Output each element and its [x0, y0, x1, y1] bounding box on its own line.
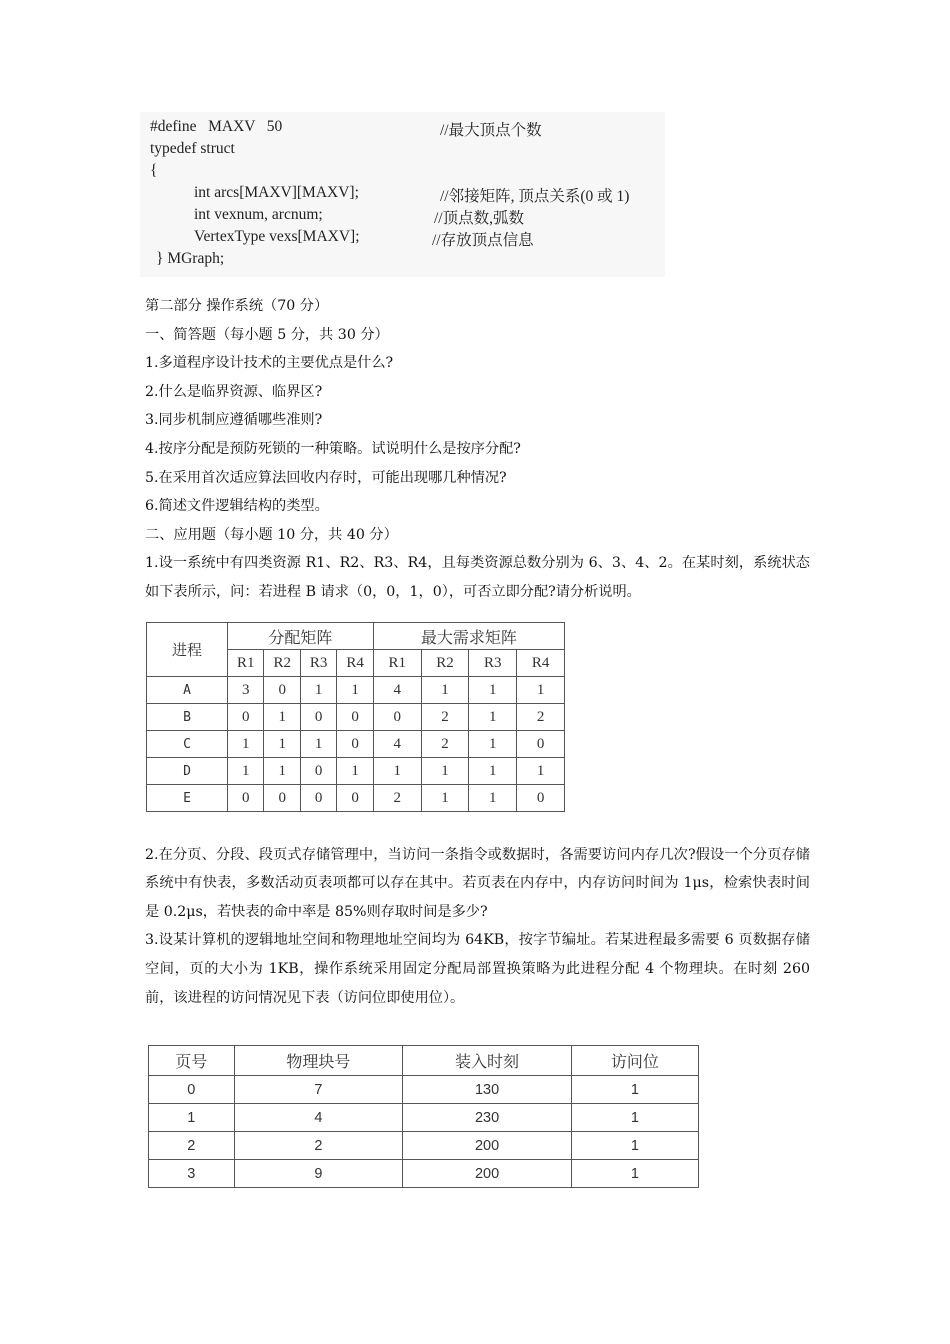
max-cell: 1 — [469, 731, 517, 758]
table-row — [147, 704, 565, 731]
alloc-cell: 1 — [264, 758, 300, 785]
question: 6.简述文件逻辑结构的类型。 — [145, 498, 329, 515]
alloc-cell: 1 — [337, 758, 373, 785]
table-cell: 2 — [149, 1132, 235, 1160]
max-cell: 1 — [469, 704, 517, 731]
max-cell: 1 — [421, 677, 469, 704]
table-row — [149, 1132, 699, 1160]
alloc-cell: 0 — [300, 758, 336, 785]
table-cell: 230 — [403, 1104, 572, 1132]
resource-header: R1 — [228, 650, 264, 677]
table-cell: 1 — [571, 1132, 698, 1160]
process-name: E — [147, 785, 228, 812]
code-line: int arcs[MAXV][MAXV]; — [194, 184, 359, 201]
table-cell: 9 — [234, 1160, 403, 1188]
code-line: int vexnum, arcnum; — [194, 206, 323, 223]
max-cell: 4 — [373, 731, 421, 758]
resource-header: R4 — [337, 650, 373, 677]
alloc-cell: 1 — [264, 731, 300, 758]
resource-header: R4 — [517, 650, 565, 677]
code-line: #define MAXV 50 — [150, 118, 283, 135]
question: 2.在分页、分段、段页式存储管理中，当访问一条指令或数据时，各需要访问内存几次?假设一个分页存储系统中有快表，多数活动页表项都可以存在其中。若页表在内存中，内存访问时间为 1μs，检索快表时间是 0.2μs，若快表的命中率是 85%则存取时间是多少? — [145, 846, 810, 920]
alloc-cell: 0 — [337, 785, 373, 812]
table-cell: 1 — [149, 1104, 235, 1132]
resource-header: R3 — [469, 650, 517, 677]
table-row — [147, 758, 565, 785]
table-cell: 4 — [234, 1104, 403, 1132]
table-cell: 130 — [403, 1076, 572, 1104]
table-row — [149, 1076, 699, 1104]
max-cell: 1 — [517, 677, 565, 704]
alloc-cell: 0 — [264, 785, 300, 812]
code-line: typedef struct — [150, 140, 235, 157]
resource-header: R1 — [373, 650, 421, 677]
code-comment: //顶点数,弧数 — [434, 210, 524, 227]
max-cell: 1 — [421, 758, 469, 785]
resource-header: R2 — [421, 650, 469, 677]
max-cell: 0 — [517, 785, 565, 812]
alloc-cell: 0 — [337, 731, 373, 758]
table-cell: 2 — [234, 1132, 403, 1160]
alloc-cell: 1 — [228, 758, 264, 785]
column-header: 装入时刻 — [403, 1046, 572, 1076]
process-name: C — [147, 731, 228, 758]
question: 2.什么是临界资源、临界区? — [145, 383, 323, 400]
alloc-cell: 0 — [264, 677, 300, 704]
table-cell: 200 — [403, 1160, 572, 1188]
table-row — [147, 731, 565, 758]
table-row — [147, 785, 565, 812]
question: 3.同步机制应遵循哪些准则? — [145, 412, 323, 429]
section-title: 一、简答题（每小题 5 分，共 30 分） — [145, 326, 389, 343]
alloc-cell: 1 — [337, 677, 373, 704]
resource-allocation-table — [146, 622, 565, 812]
table-cell: 200 — [403, 1132, 572, 1160]
table-row — [149, 1160, 699, 1188]
alloc-cell: 1 — [300, 677, 336, 704]
table-cell: 3 — [149, 1160, 235, 1188]
alloc-cell: 0 — [337, 704, 373, 731]
max-cell: 1 — [469, 785, 517, 812]
alloc-cell: 0 — [300, 704, 336, 731]
max-cell: 4 — [373, 677, 421, 704]
alloc-cell: 0 — [300, 785, 336, 812]
max-cell: 2 — [421, 731, 469, 758]
code-comment: //存放顶点信息 — [432, 232, 534, 249]
process-name: B — [147, 704, 228, 731]
max-cell: 2 — [373, 785, 421, 812]
question: 5.在采用首次适应算法回收内存时，可能出现哪几种情况? — [145, 469, 507, 486]
max-cell: 0 — [517, 731, 565, 758]
page-access-table — [148, 1045, 699, 1188]
max-cell: 1 — [469, 758, 517, 785]
process-name: A — [147, 677, 228, 704]
table-row — [147, 677, 565, 704]
section-title: 二、应用题（每小题 10 分，共 40 分） — [145, 526, 398, 543]
code-line: } MGraph; — [156, 250, 225, 267]
table-cell: 7 — [234, 1076, 403, 1104]
max-header: 最大需求矩阵 — [373, 623, 564, 650]
max-cell: 1 — [517, 758, 565, 785]
alloc-cell: 1 — [228, 731, 264, 758]
code-comment: //邻接矩阵, 顶点关系(0 或 1) — [440, 188, 630, 205]
alloc-cell: 1 — [264, 704, 300, 731]
max-cell: 1 — [469, 677, 517, 704]
table-cell: 1 — [571, 1160, 698, 1188]
table-cell: 1 — [571, 1104, 698, 1132]
code-snippet — [140, 112, 665, 277]
question: 4.按序分配是预防死锁的一种策略。试说明什么是按序分配? — [145, 440, 521, 457]
alloc-cell: 1 — [300, 731, 336, 758]
alloc-cell: 0 — [228, 785, 264, 812]
process-name: D — [147, 758, 228, 785]
table-row — [149, 1104, 699, 1132]
question: 1.多道程序设计技术的主要优点是什么? — [145, 355, 394, 372]
column-header: 访问位 — [571, 1046, 698, 1076]
column-header: 物理块号 — [234, 1046, 403, 1076]
max-cell: 0 — [373, 704, 421, 731]
alloc-cell: 3 — [228, 677, 264, 704]
max-cell: 2 — [421, 704, 469, 731]
alloc-cell: 0 — [228, 704, 264, 731]
question: 1.设一系统中有四类资源 R1、R2、R3、R4，且每类资源总数分别为 6、3、4、2。在某时刻，系统状态如下表所示，问：若进程 B 请求（0，0，1，0），可否立即分配?请分析说明。 — [145, 555, 810, 600]
alloc-header: 分配矩阵 — [228, 623, 374, 650]
resource-header: R3 — [300, 650, 336, 677]
code-line: { — [150, 162, 158, 179]
table-cell: 1 — [571, 1076, 698, 1104]
max-cell: 1 — [421, 785, 469, 812]
resource-header: R2 — [264, 650, 300, 677]
table-cell: 0 — [149, 1076, 235, 1104]
max-cell: 1 — [373, 758, 421, 785]
column-header: 页号 — [149, 1046, 235, 1076]
question: 3.设某计算机的逻辑地址空间和物理地址空间均为 64KB，按字节编址。若某进程最多需要 6 页数据存储空间，页的大小为 1KB，操作系统采用固定分配局部置换策略为此进程分配 4 个物理块。在时刻 260 前，该进程的访问情况见下表（访问位即使用位）。 — [145, 932, 810, 1006]
code-comment: //最大顶点个数 — [440, 122, 542, 139]
max-cell: 2 — [517, 704, 565, 731]
code-line: VertexType vexs[MAXV]; — [194, 228, 360, 245]
process-header: 进程 — [147, 623, 228, 677]
part-title: 第二部分 操作系统（70 分） — [145, 298, 329, 314]
